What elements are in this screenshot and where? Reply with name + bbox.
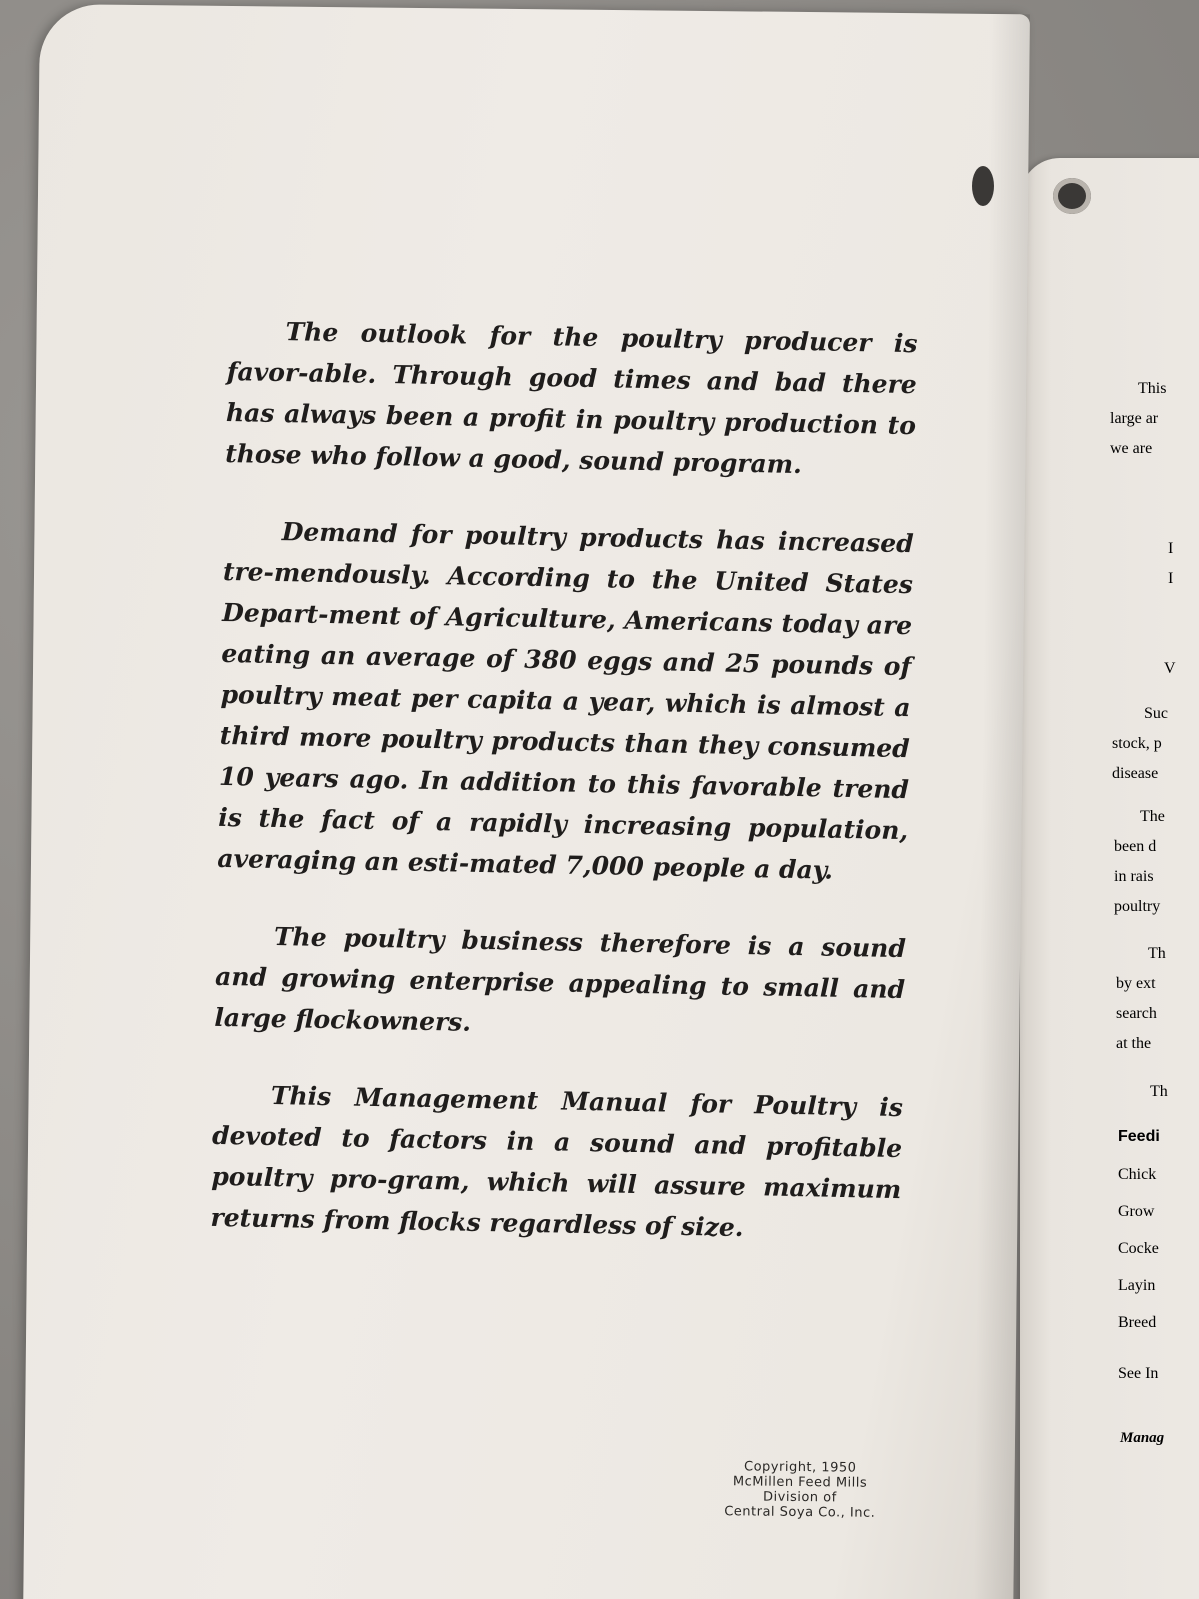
right-fragment: disease [1112,765,1159,782]
copyright-notice [700,1459,901,1521]
right-footer-fragment: Manag [1120,1430,1165,1446]
right-fragment: Th [1148,945,1166,962]
right-fragment: Th [1150,1083,1168,1100]
right-fragment: in rais [1114,868,1154,885]
right-fragment: at the [1116,1035,1152,1052]
binder-hole-right [1053,178,1091,214]
paragraph-business: The poultry business therefore is a sound and growing enterprise appealing to small and large flockowners. [214,922,907,1037]
paragraph-outlook: The outlook for the poultry producer is favor-able. Through good times and bad there has always been a profit in poultry production to those who follow a good, sound program. [224,317,918,480]
company-line: Central Soya Co., Inc. [724,1504,876,1521]
right-fragment: See In [1118,1365,1159,1382]
right-fragment: Layin [1118,1277,1156,1294]
right-fragment: we are [1110,440,1153,457]
right-fragment: Suc [1144,705,1168,722]
paragraph-manual: This Management Manual for Poultry is devoted to factors in a sound and profitable poultry pro-gram, which will assure maximum returns from flocks regardless of size. [210,1080,904,1243]
copyright-line: Copyright, 1950 [743,1459,857,1476]
right-fragment: I [1168,540,1174,557]
right-fragment: This [1138,380,1167,397]
right-fragment: search [1116,1005,1157,1022]
right-fragment: poultry [1114,898,1161,915]
right-fragment: Chick [1118,1166,1157,1183]
publisher-line: McMillen Feed Mills [732,1474,868,1491]
right-fragment: V [1164,660,1176,677]
right-fragment: Cocke [1118,1240,1159,1257]
right-fragment: Breed [1118,1314,1157,1331]
right-heading-fragment: Feedi [1118,1128,1160,1145]
right-fragment: I [1168,570,1174,587]
right-page [1020,158,1199,1599]
right-fragment: been d [1114,838,1157,855]
binder-hole-left [972,166,994,206]
intro-text [209,310,917,1287]
right-fragment: by ext [1116,975,1156,992]
paragraph-demand: Demand for poultry products has increased tre-mendously. According to the United States Depart-ment of Agriculture, Americans today are eating an average of 380 eggs and 25 pounds of poultry meat per capita a year, which is almost a third more poultry products than they consumed 10 years ago. In addition to this favorable trend is the fact of a rapidly increasing population, averaging an esti-mated 7,000 people a day. [217,517,914,885]
division-line: Division of [763,1489,837,1506]
right-fragment: Grow [1118,1203,1155,1220]
right-fragment: The [1140,808,1165,825]
right-fragment: stock, p [1112,735,1162,752]
right-fragment: large ar [1110,410,1159,427]
